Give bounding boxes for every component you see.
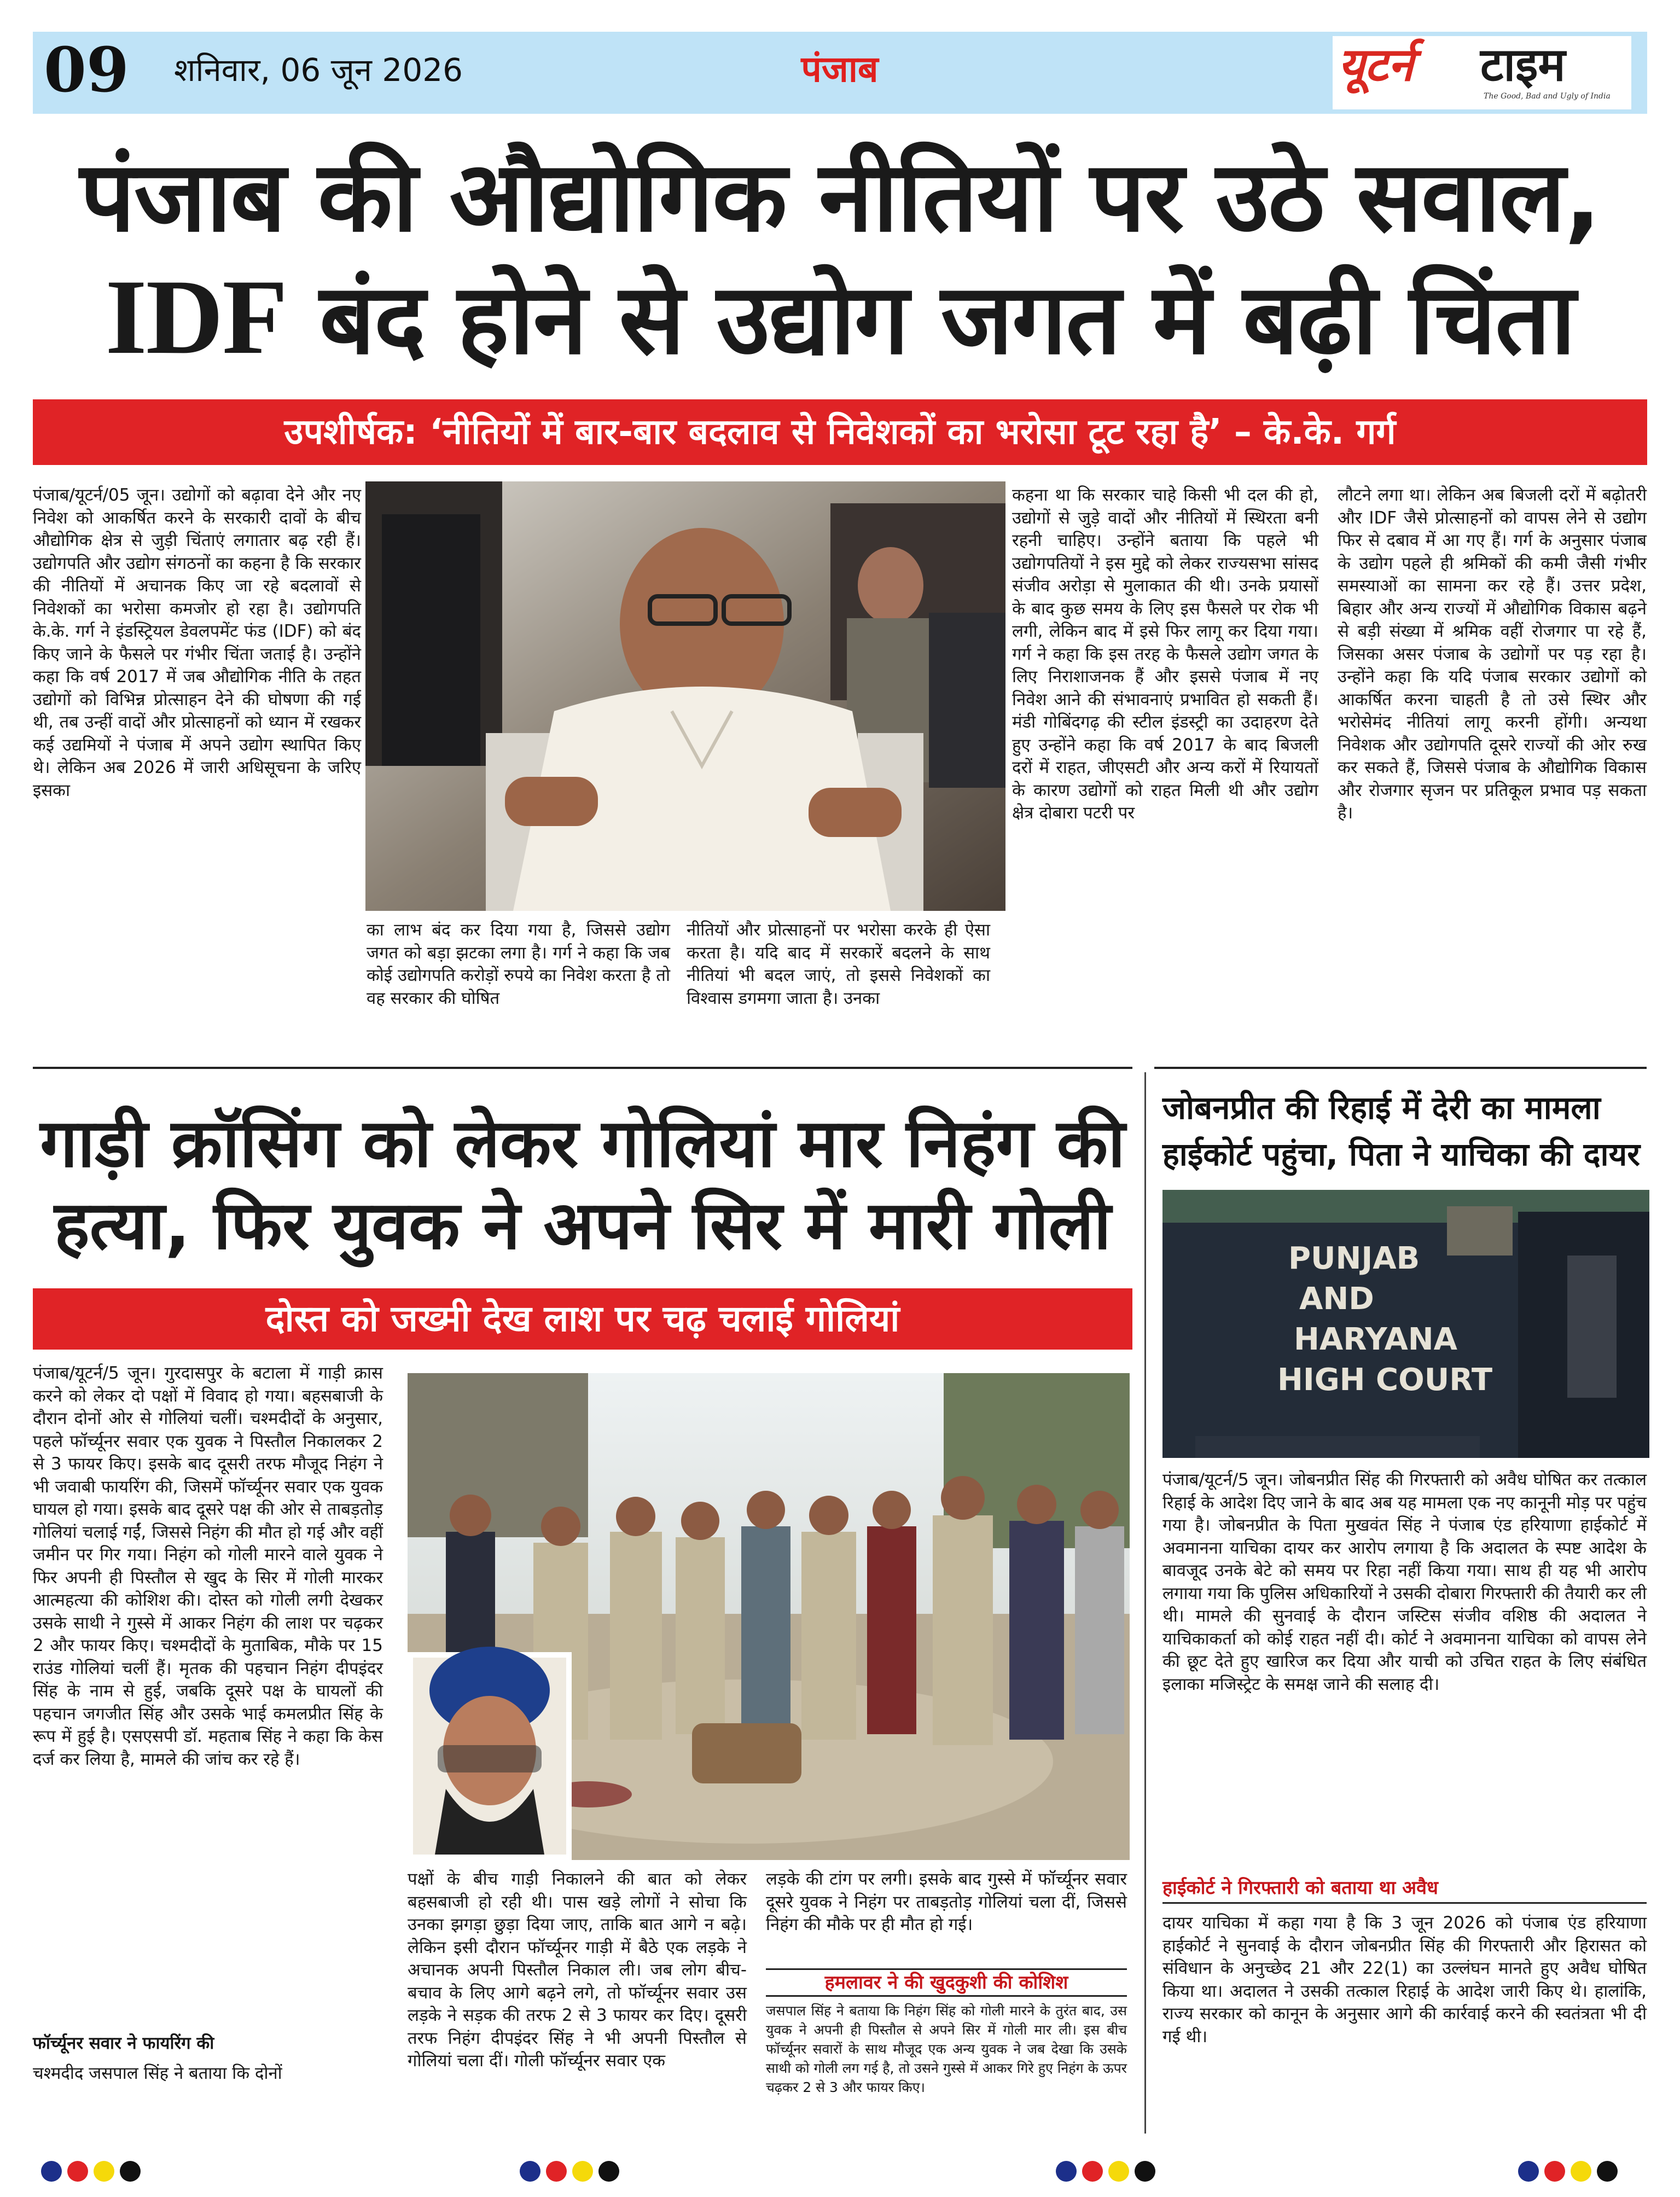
lead-headline-line-1: पंजाब की औद्योगिक नीतियों पर उठे सवाल, — [79, 140, 1601, 253]
registration-dot-red — [546, 2161, 567, 2182]
logo-word-2: टाइम — [1480, 38, 1566, 91]
column-divider — [1144, 1072, 1146, 2134]
side-story-body-2: दायर याचिका में कहा गया है कि 3 जून 2026 को पंजाब एंड हरियाणा हाईकोर्ट ने सुनवाई के दौरान जोबनप्रीत सिंह की गिरफ्तारी और हिरासत को संविधान के अनुच्छेद 21 और 22(1) का उल्लंघन मानते हुए अवैध घोषित किया था। अदालत ने उसकी तत्काल रिहाई के आदेश जारी किए थे। हालांकि, राज्य सरकार को कानून के अनुसार आगे की कार्रवाई करने की स्वतंत्रता भी दी गई थी। — [1162, 1913, 1647, 2047]
registration-marks-left — [41, 2161, 141, 2183]
registration-marks-center-right — [1056, 2161, 1155, 2183]
story2-photo-drawing — [408, 1373, 1130, 1860]
registration-dot-yellow — [1571, 2161, 1591, 2182]
registration-dot-blue — [41, 2161, 62, 2182]
side-story-photo — [1162, 1190, 1649, 1458]
lead-column-1: पंजाब/यूटर्न/05 जून। उद्योगों को बढ़ावा देने और नए निवेश को आकर्षित करने के सरकारी दावों के बीच औद्योगिक क्षेत्र से जुड़ी चिंताएं लगातार बढ़ रही हैं। उद्योगपति और उद्योग संगठनों का कहना है कि सरकार की नीतियों में अचानक किए जा रहे बदलावों से निवेशकों का भरोसा कमजोर हो रहा है। उद्योगपति के.के. गर्ग ने इंडस्ट्रियल डेवलपमेंट फंड (IDF) को बंद किए जाने के फैसले पर गंभीर चिंता जताई है। उन्होंने कहा कि वर्ष 2017 में जब औद्योगिक नीति के तहत उद्योगों को विभिन्न प्रोत्साहन देने की घोषणा की गई थी, तब उन्हीं वादों और प्रोत्साहनों को ध्यान में रखकर कई उद्यमियों ने पंजाब में अपने उद्योग स्थापित किए थे। लेकिन अब 2026 में जारी अधिसूचना के जरिए इसका — [33, 485, 361, 800]
story2-column-1: पंजाब/यूटर्न/5 जून। गुरदासपुर के बटाला में गाड़ी क्रास करने को लेकर दो पक्षों में विवाद हो गया। बहसबाजी के दौरान दोनों ओर से गोलियां चलीं। चश्मदीदों के अनुसार, पहले फॉर्च्यूनर सवार एक युवक ने पिस्तौल निकालकर 2 से 3 फायर किए। इसके बाद दूसरी तरफ मौजूद निहंग ने भी जवाबी फायरिंग की, जिसमें फॉर्च्यूनर सवार एक युवक घायल हो गया। इसके बाद दूसरे पक्ष की ओर से ताबड़तोड़ गोलियां चलाई गईं, जिससे निहंग की मौत हो गई और वहीं जमीन पर गिर गया। निहंग को गोली मारने वाले युवक ने फिर अपनी ही पिस्तौल से खुद के सिर में गोली मारकर आत्महत्या की कोशिश की। दोस्त को गोली लगी देखकर उसके साथी ने गुस्से में आकर निहंग की लाश पर चढ़कर 2 और फायर किए। चश्मदीदों के मुताबिक, मौके पर 15 राउंड गोलियां चलीं हैं। मृतक की पहचान निहंग दीपइंदर सिंह के नाम से हुई, जबकि दूसरे पक्ष के घायलों की पहचान जगजीत सिंह और उसके भाई कमलप्रीत सिंह के रूप में हुई है। एसएसपी डॉ. महताब सिंह ने कहा कि केस दर्ज कर लिया है, मामले की जांच कर रहे हैं। — [33, 1363, 383, 1769]
lead-subheadline: उपशीर्षक: ‘नीतियों में बार-बार बदलाव से निवेशकों का भरोसा टूट रहा है’ – के.के. गर्ग — [284, 412, 1396, 452]
story2-subheadline: दोस्त को जख्मी देख लाश पर चढ़ चलाई गोलियां — [265, 1298, 900, 1340]
side-story-body: पंजाब/यूटर्न/5 जून। जोबनप्रीत सिंह की गिरफ्तारी को अवैध घोषित कर तत्काल रिहाई के आदेश दिए जाने के बाद अब यह मामला एक नए कानूनी मोड़ पर पहुंच गया है। जोबनप्रीत के पिता मुखवंत सिंह ने पंजाब एंड हरियाणा हाईकोर्ट में अवमानना याचिका दायर कर आरोप लगाया है कि अदालत के स्पष्ट आदेश के बावजूद उनके बेटे को समय पर रिहा नहीं किया गया। साथ ही यह भी आरोप लगाया गया कि पुलिस अधिकारियों ने उसकी दोबारा गिरफ्तारी की तैयारी कर ली थी। मामले की सुनवाई के दौरान जस्टिस संजीव वशिष्ठ की अदालत ने याचिकाकर्ता को कोई राहत नहीं दी। कोर्ट ने अवमानना याचिका को वापस लेने की छूट देते हुए खारिज कर दिया और याची को उचित राहत के लिए संबंधित इलाका मजिस्ट्रेट के समक्ष जाने की सलाह दी। — [1162, 1470, 1647, 1694]
lead-column-2: का लाभ बंद कर दिया गया है, जिससे उद्योग जगत को बड़ा झटका लगा है। गर्ग ने कहा कि जब कोई उद्योगपति करोड़ों रुपये का निवेश करता है तो वह सरकार की घोषित — [367, 920, 670, 1008]
registration-dot-blue — [520, 2161, 540, 2182]
story2-column-2: पक्षों के बीच गाड़ी निकालने की बात को लेकर बहसबाजी हो रही थी। पास खड़े लोगों ने सोचा कि उनका झगड़ा छुड़ा दिया जाए, ताकि बात आगे न बढ़े। लेकिन इसी दौरान फॉर्च्यूनर गाड़ी में बैठे एक लड़के ने अचानक अपनी पिस्तौल निकाल ली। जब लोग बीच-बचाव के लिए आगे बढ़ने लगे, तो फॉर्च्यूनर सवार उस लड़के ने सड़क की तरफ 2 से 3 फायर कर दिए। दूसरी तरफ निहंग दीपइंदर सिंह ने भी अपनी पिस्तौल से गोलियां चला दीं। गोली फॉर्च्यूनर सवार एक — [408, 1869, 747, 2071]
registration-dot-yellow — [1108, 2161, 1129, 2182]
court-sign-line-3: HARYANA — [1294, 1322, 1458, 1357]
side-story-crosshead: हाईकोर्ट ने गिरफ्तारी को बताया था अवैध — [1162, 1875, 1647, 1904]
issue-date: शनिवार, 06 जून 2026 — [174, 51, 463, 89]
side-story-headline-line-1: जोबनप्रीत की रिहाई में देरी का मामला — [1162, 1089, 1601, 1126]
registration-dot-black — [1597, 2161, 1618, 2182]
registration-dot-yellow — [572, 2161, 593, 2182]
registration-dot-red — [1544, 2161, 1565, 2182]
story2-column-3-tail: जसपाल सिंह ने बताया कि निहंग सिंह को गोली मारने के तुरंत बाद, उस युवक ने अपनी ही पिस्तौल से अपने सिर में गोली मार ली। इस बीच फॉर्च्यूनर सवारों के साथ मौजूद एक अन्य युवक ने जब देखा कि उसके साथी को गोली लग गई है, तो उसने गुस्से में आकर गिरे हुए निहंग के ऊपर चढ़कर 2 से 3 और फायर किए। — [766, 2003, 1127, 2095]
story2-photo — [408, 1373, 1130, 1860]
registration-marks-center-left — [520, 2161, 619, 2183]
court-sign-line-4: HIGH COURT — [1277, 1362, 1493, 1398]
story2-column-3: लड़के की टांग पर लगी। इसके बाद गुस्से में फॉर्च्यूनर सवार दूसरे युवक ने निहंग पर ताबड़तोड़ गोलियां चला दीं, जिससे निहंग की मौके पर ही मौत हो गई। — [766, 1869, 1127, 1934]
story2-column-1-tail: चश्मदीद जसपाल सिंह ने बताया कि दोनों — [33, 2064, 282, 2083]
side-story-headline-line-2: हाईकोर्ट पहुंचा, पिता ने याचिका की दायर — [1162, 1136, 1640, 1173]
story2-headline-line-2: हत्या, फिर युवक ने अपने सिर में मारी गोली — [54, 1187, 1111, 1264]
registration-marks-right — [1518, 2161, 1618, 2183]
story2-headline-line-1: गाड़ी क्रॉसिंग को लेकर गोलियां मार निहंग की — [40, 1105, 1125, 1182]
registration-dot-black — [598, 2161, 619, 2182]
story2-crosshead-2: हमलावर ने की खुदकुशी की कोशिश — [766, 1968, 1127, 1997]
registration-dot-blue — [1518, 2161, 1539, 2182]
lead-photo — [365, 481, 1005, 911]
section-divider — [33, 1067, 1132, 1069]
lead-headline-line-2 — [33, 257, 1647, 380]
logo-tagline: The Good, Bad and Ugly of India — [1484, 92, 1611, 101]
registration-dot-yellow — [94, 2161, 114, 2182]
lead-photo-drawing — [365, 481, 1005, 911]
registration-dot-black — [1135, 2161, 1155, 2182]
logo-word-1: यूटर्न — [1338, 38, 1414, 91]
lead-headline-acronym: IDF — [105, 258, 287, 376]
lead-column-3: नीतियों और प्रोत्साहनों पर भरोसा करके ही ऐसा करता है। यदि बाद में सरकारें बदलने के साथ नीतियां भी बदल जाएं, तो इससे निवेशकों का विश्वास डगमगा जाता है। उनका — [687, 920, 990, 1008]
court-sign-line-1: PUNJAB — [1288, 1241, 1420, 1276]
registration-dot-black — [120, 2161, 141, 2182]
story2-crosshead-1: फॉर्च्यूनर सवार ने फायरिंग की — [33, 2033, 214, 2053]
lead-column-5: लौटने लगा था। लेकिन अब बिजली दरों में बढ़ोतरी और IDF जैसे प्रोत्साहनों को वापस लेने से उद्योग फिर से दबाव में आ गए हैं। गर्ग के अनुसार पंजाब के उद्योग पहले ही श्रमिकों की कमी जैसी गंभीर समस्याओं का सामना कर रहे हैं। उत्तर प्रदेश, बिहार और अन्य राज्यों में औद्योगिक विकास बढ़ने से बड़ी संख्या में श्रमिक वहीं रोजगार पा रहे हैं, जिसका असर पंजाब के उद्योगों पर पड़ रहा है। उन्होंने कहा कि यदि पंजाब सरकार उद्योगों को आकर्षित करना चाहती है तो उसे स्थिर और भरोसेमंद नीतियां लागू करनी होंगी। अन्यथा निवेशक और उद्योगपति दूसरे राज्यों की ओर रुख कर सकते हैं, जिससे पंजाब के औद्योगिक विकास और रोजगार सृजन पर प्रतिकूल प्रभाव पड़ सकता है। — [1338, 485, 1647, 823]
registration-dot-red — [1082, 2161, 1103, 2182]
registration-dot-blue — [1056, 2161, 1077, 2182]
registration-dot-red — [67, 2161, 88, 2182]
side-story-top-rule — [1154, 1067, 1647, 1069]
court-sign-line-2: AND — [1299, 1281, 1374, 1317]
lead-headline-line-2-rest: बंद होने से उद्योग जगत में बढ़ी चिंता — [287, 263, 1575, 376]
newspaper-logo — [1333, 36, 1631, 109]
lead-column-4: कहना था कि सरकार चाहे किसी भी दल की हो, उद्योगों से जुड़े वादों और नीतियों में स्थिरता बनी रहनी चाहिए। उन्होंने बताया कि पहले भी उद्योगपतियों ने इस मुद्दे को लेकर राज्यसभा सांसद संजीव अरोड़ा से मुलाकात की थी। उनके प्रयासों के बाद कुछ समय के लिए इस फैसले पर रोक भी लगी, लेकिन बाद में इसे फिर लागू कर दिया गया। गर्ग ने कहा कि इस तरह के फैसले उद्योग जगत के लिए निराशाजनक हैं और इससे पंजाब में नए निवेश आने की संभावनाएं प्रभावित हो सकती हैं। मंडी गोबिंदगढ़ की स्टील इंडस्ट्री का उदाहरण देते हुए उन्होंने कहा कि वर्ष 2017 के बाद बिजली दरों में राहत, जीएसटी और अन्य करों में रियायतों के कारण उद्योगों को राहत मिली थी और उद्योग क्षेत्र दोबारा पटरी पर — [1012, 485, 1318, 823]
section-name: पंजाब — [801, 48, 879, 90]
page-number: 09 — [44, 34, 129, 106]
